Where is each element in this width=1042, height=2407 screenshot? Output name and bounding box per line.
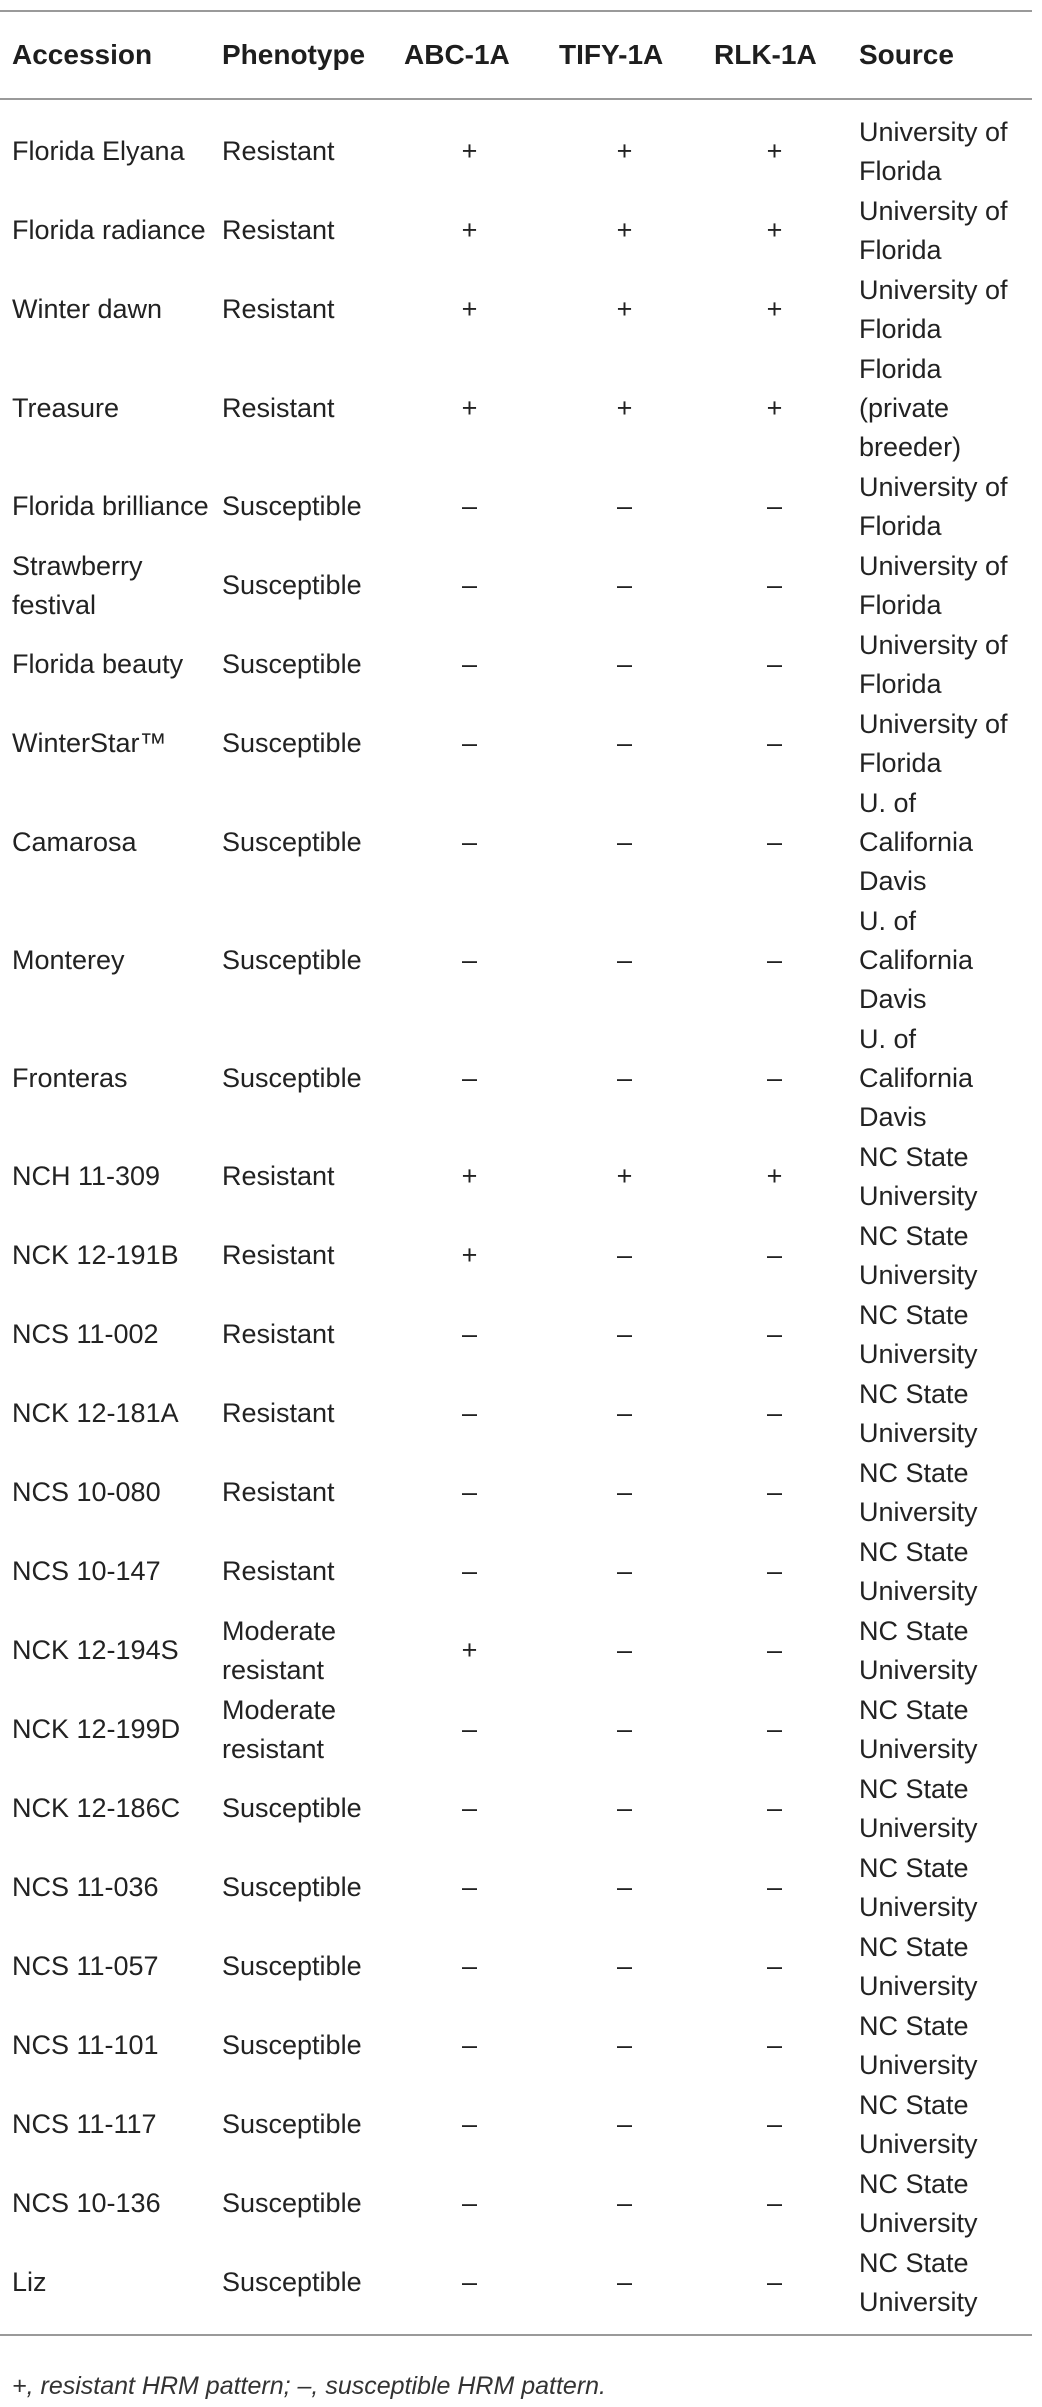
- cell-abc-1a: –: [461, 944, 478, 975]
- cell-abc-1a: –: [461, 826, 478, 857]
- cell-tify-1a: –: [616, 491, 633, 521]
- cell-accession: Florida Elyana: [12, 136, 185, 166]
- cell-accession: NCS 10-136: [12, 2188, 161, 2218]
- table-row: [0, 1769, 1032, 1848]
- cell-tify-1a: –: [616, 1319, 633, 1349]
- cell-tify-1a: –: [616, 728, 633, 758]
- cell-rlk-1a: –: [766, 1240, 783, 1270]
- cell-tify-1a: +: [616, 136, 633, 166]
- table-bottom-rule: [0, 2334, 1032, 2336]
- header-rlk-1a: RLK-1A: [714, 39, 817, 70]
- cell-tify-1a: –: [616, 826, 633, 857]
- cell-phenotype: Resistant: [222, 1240, 335, 1270]
- table-row: [0, 2164, 1032, 2243]
- cell-source: NC State University: [859, 1220, 978, 1290]
- cell-rlk-1a: –: [766, 1319, 783, 1349]
- cell-accession: Monterey: [12, 944, 125, 975]
- cell-rlk-1a: +: [766, 1161, 783, 1191]
- cell-phenotype: Resistant: [222, 1319, 335, 1349]
- table-row: [0, 1019, 1032, 1137]
- cell-phenotype: Susceptible: [222, 1793, 362, 1823]
- cell-source: Florida (private breeder): [859, 353, 962, 462]
- table-row: [0, 1927, 1032, 2006]
- cell-tify-1a: –: [616, 649, 633, 679]
- cell-phenotype: Resistant: [222, 1398, 335, 1428]
- cell-phenotype: Susceptible: [222, 2030, 362, 2060]
- cell-phenotype: Susceptible: [222, 1872, 362, 1902]
- cell-source: NC State University: [859, 1931, 978, 2001]
- cell-abc-1a: –: [461, 1556, 478, 1586]
- cell-tify-1a: –: [616, 1477, 633, 1507]
- table-row: [0, 467, 1032, 546]
- cell-rlk-1a: +: [766, 136, 783, 166]
- table-row: [0, 112, 1032, 191]
- table-row: [0, 546, 1032, 625]
- cell-tify-1a: +: [616, 215, 633, 245]
- cell-accession: NCK 12-191B: [12, 1240, 179, 1270]
- cell-abc-1a: –: [461, 2030, 478, 2060]
- cell-source: University of Florida: [859, 550, 1008, 620]
- cell-accession: WinterStar™: [12, 728, 167, 758]
- cell-source: University of Florida: [859, 629, 1008, 699]
- cell-source: NC State University: [859, 2089, 978, 2159]
- cell-tify-1a: –: [616, 1872, 633, 1902]
- cell-tify-1a: –: [616, 1635, 633, 1665]
- cell-phenotype: Moderate resistant: [222, 1615, 337, 1685]
- header-tify-1a: TIFY-1A: [559, 39, 664, 70]
- cell-tify-1a: –: [616, 2188, 633, 2218]
- cell-phenotype: Susceptible: [222, 649, 362, 679]
- cell-rlk-1a: –: [766, 1062, 783, 1093]
- header-abc-1a: ABC-1A: [404, 39, 510, 70]
- cell-phenotype: Resistant: [222, 136, 335, 166]
- cell-rlk-1a: +: [766, 294, 783, 324]
- cell-rlk-1a: –: [766, 491, 783, 521]
- cell-rlk-1a: –: [766, 1872, 783, 1902]
- cell-abc-1a: +: [461, 1240, 478, 1270]
- cell-rlk-1a: –: [766, 728, 783, 758]
- table-row: [0, 2085, 1032, 2164]
- cell-tify-1a: –: [616, 944, 633, 975]
- cell-phenotype: Susceptible: [222, 2267, 362, 2297]
- cell-phenotype: Susceptible: [222, 1062, 362, 1093]
- cell-accession: Strawberry festival: [12, 550, 143, 620]
- cell-accession: Winter dawn: [12, 294, 163, 324]
- cell-rlk-1a: –: [766, 1556, 783, 1586]
- cell-abc-1a: –: [461, 491, 478, 521]
- cell-rlk-1a: –: [766, 1714, 783, 1744]
- cell-rlk-1a: –: [766, 2109, 783, 2139]
- cell-source: NC State University: [859, 2168, 978, 2238]
- cell-accession: NCS 10-147: [12, 1556, 161, 1586]
- cell-accession: Liz: [12, 2267, 47, 2297]
- cell-phenotype: Resistant: [222, 294, 335, 324]
- cell-rlk-1a: –: [766, 2030, 783, 2060]
- cell-accession: Treasure: [12, 392, 120, 423]
- table-row: [0, 349, 1032, 467]
- cell-abc-1a: –: [461, 1398, 478, 1428]
- cell-phenotype: Resistant: [222, 392, 335, 423]
- cell-accession: Florida brilliance: [12, 491, 209, 521]
- cell-accession: Florida radiance: [12, 215, 206, 245]
- cell-rlk-1a: +: [766, 392, 783, 423]
- cell-accession: Florida beauty: [12, 649, 184, 679]
- cell-accession: NCK 12-194S: [12, 1635, 179, 1665]
- cell-accession: Camarosa: [12, 826, 137, 857]
- cell-rlk-1a: –: [766, 944, 783, 975]
- table-row: [0, 1295, 1032, 1374]
- cell-source: NC State University: [859, 1773, 978, 1843]
- table-row: [0, 1216, 1032, 1295]
- cell-tify-1a: –: [616, 2109, 633, 2139]
- cell-source: U. of California Davis: [859, 787, 974, 896]
- cell-rlk-1a: –: [766, 2188, 783, 2218]
- cell-abc-1a: +: [461, 1161, 478, 1191]
- cell-rlk-1a: –: [766, 1951, 783, 1981]
- cell-abc-1a: +: [461, 1635, 478, 1665]
- table-row: [0, 1611, 1032, 1690]
- cell-rlk-1a: –: [766, 570, 783, 600]
- table-row: [0, 1848, 1032, 1927]
- cell-accession: NCK 12-199D: [12, 1714, 181, 1744]
- cell-abc-1a: –: [461, 1714, 478, 1744]
- cell-source: NC State University: [859, 2247, 978, 2317]
- header-source: Source: [859, 39, 954, 70]
- cell-abc-1a: +: [461, 294, 478, 324]
- cell-tify-1a: –: [616, 1240, 633, 1270]
- cell-abc-1a: +: [461, 215, 478, 245]
- cell-abc-1a: –: [461, 1062, 478, 1093]
- cell-rlk-1a: –: [766, 2267, 783, 2297]
- cell-tify-1a: –: [616, 1398, 633, 1428]
- cell-source: NC State University: [859, 1457, 978, 1527]
- table-row: [0, 1690, 1032, 1769]
- cell-abc-1a: +: [461, 392, 478, 423]
- table-row: [0, 1137, 1032, 1216]
- cell-tify-1a: –: [616, 2030, 633, 2060]
- cell-phenotype: Susceptible: [222, 2188, 362, 2218]
- cell-tify-1a: –: [616, 1951, 633, 1981]
- cell-rlk-1a: +: [766, 215, 783, 245]
- cell-source: NC State University: [859, 1141, 978, 1211]
- cell-accession: NCK 12-186C: [12, 1793, 181, 1823]
- table-row: [0, 2243, 1032, 2322]
- cell-source: NC State University: [859, 1615, 978, 1685]
- cell-source: NC State University: [859, 1378, 978, 1448]
- cell-source: NC State University: [859, 1852, 978, 1922]
- table-footnote: +, resistant HRM pattern; –, susceptible HRM pattern.: [12, 2372, 606, 2400]
- cell-rlk-1a: –: [766, 649, 783, 679]
- cell-rlk-1a: –: [766, 1398, 783, 1428]
- cell-tify-1a: –: [616, 1714, 633, 1744]
- cell-phenotype: Susceptible: [222, 728, 362, 758]
- table-row: [0, 1532, 1032, 1611]
- cell-phenotype: Susceptible: [222, 570, 362, 600]
- cell-abc-1a: –: [461, 570, 478, 600]
- cell-source: NC State University: [859, 2010, 978, 2080]
- cell-tify-1a: –: [616, 570, 633, 600]
- header-phenotype: Phenotype: [222, 39, 366, 70]
- cell-tify-1a: +: [616, 1161, 633, 1191]
- cell-accession: NCH 11-309: [12, 1161, 161, 1191]
- cell-abc-1a: –: [461, 1319, 478, 1349]
- header-accession: Accession: [12, 39, 153, 70]
- cell-tify-1a: –: [616, 2267, 633, 2297]
- cell-source: NC State University: [859, 1536, 978, 1606]
- table-row: [0, 270, 1032, 349]
- table-row: [0, 704, 1032, 783]
- table-body: [0, 100, 1032, 2334]
- cell-accession: NCS 10-080: [12, 1477, 161, 1507]
- hrm-pattern-table: [0, 12, 1032, 98]
- cell-abc-1a: +: [461, 136, 478, 166]
- cell-abc-1a: –: [461, 649, 478, 679]
- cell-accession: NCS 11-057: [12, 1951, 159, 1981]
- cell-phenotype: Susceptible: [222, 2109, 362, 2139]
- cell-phenotype: Susceptible: [222, 944, 362, 975]
- cell-phenotype: Resistant: [222, 1477, 335, 1507]
- cell-rlk-1a: –: [766, 1635, 783, 1665]
- table-row: [0, 2006, 1032, 2085]
- cell-accession: Fronteras: [12, 1062, 128, 1093]
- table-row: [0, 1374, 1032, 1453]
- cell-phenotype: Susceptible: [222, 491, 362, 521]
- cell-phenotype: Resistant: [222, 1161, 335, 1191]
- cell-source: University of Florida: [859, 274, 1008, 344]
- cell-source: University of Florida: [859, 471, 1008, 541]
- cell-source: University of Florida: [859, 116, 1008, 186]
- cell-rlk-1a: –: [766, 1793, 783, 1823]
- table-row: [0, 1453, 1032, 1532]
- cell-rlk-1a: –: [766, 1477, 783, 1507]
- table-row: [0, 901, 1032, 1019]
- cell-abc-1a: –: [461, 728, 478, 758]
- cell-accession: NCS 11-036: [12, 1872, 159, 1902]
- cell-abc-1a: –: [461, 1477, 478, 1507]
- cell-abc-1a: –: [461, 1951, 478, 1981]
- table-row: [0, 625, 1032, 704]
- table-row: [0, 783, 1032, 901]
- cell-abc-1a: –: [461, 1793, 478, 1823]
- cell-phenotype: Moderate resistant: [222, 1694, 337, 1764]
- cell-phenotype: Resistant: [222, 215, 335, 245]
- header-row: [0, 12, 1032, 98]
- cell-rlk-1a: –: [766, 826, 783, 857]
- cell-accession: NCK 12-181A: [12, 1398, 179, 1428]
- cell-tify-1a: –: [616, 1062, 633, 1093]
- cell-phenotype: Resistant: [222, 1556, 335, 1586]
- cell-source: NC State University: [859, 1694, 978, 1764]
- cell-phenotype: Susceptible: [222, 1951, 362, 1981]
- cell-tify-1a: +: [616, 392, 633, 423]
- cell-source: NC State University: [859, 1299, 978, 1369]
- cell-accession: NCS 11-002: [12, 1319, 159, 1349]
- cell-source: U. of California Davis: [859, 905, 974, 1014]
- cell-accession: NCS 11-101: [12, 2030, 159, 2060]
- cell-source: U. of California Davis: [859, 1023, 974, 1132]
- cell-accession: NCS 11-117: [12, 2109, 157, 2139]
- cell-tify-1a: –: [616, 1556, 633, 1586]
- cell-source: University of Florida: [859, 708, 1008, 778]
- cell-abc-1a: –: [461, 2109, 478, 2139]
- cell-abc-1a: –: [461, 2188, 478, 2218]
- cell-tify-1a: +: [616, 294, 633, 324]
- cell-abc-1a: –: [461, 1872, 478, 1902]
- cell-tify-1a: –: [616, 1793, 633, 1823]
- cell-abc-1a: –: [461, 2267, 478, 2297]
- table-row: [0, 191, 1032, 270]
- cell-phenotype: Susceptible: [222, 826, 362, 857]
- cell-source: University of Florida: [859, 195, 1008, 265]
